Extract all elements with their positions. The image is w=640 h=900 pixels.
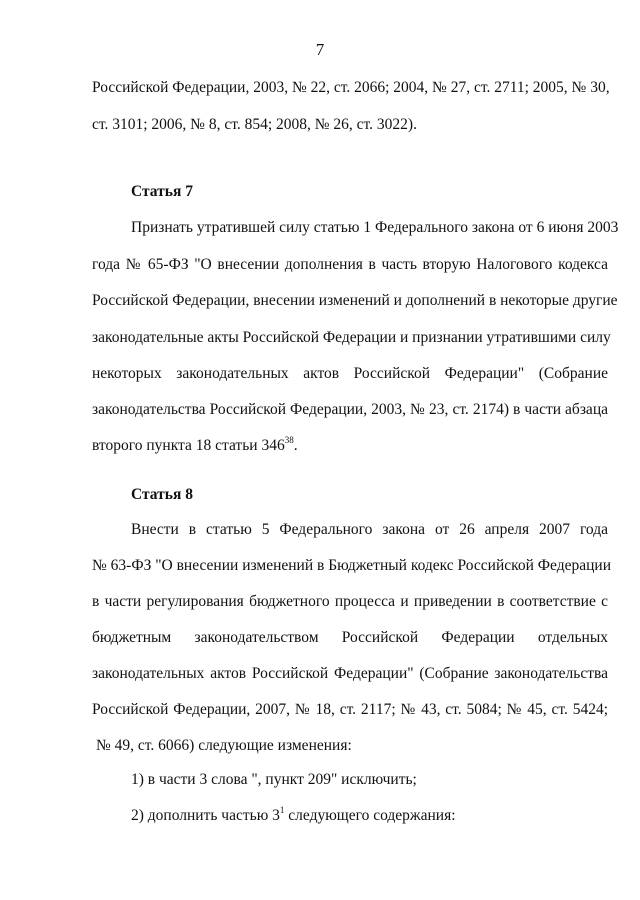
list-item [131, 806, 608, 826]
text-line: ст. 3101; 2006, № 8, ст. 854; 2008, № 26, ст. 3022). [92, 116, 417, 133]
page-number: 7 [315, 40, 325, 59]
text-fragment: второго пункта 18 статьи 346 [92, 437, 285, 454]
superscript: 1 [279, 804, 285, 815]
text-line: № 63-ФЗ "О внесении изменений в Бюджетный кодекс Российской Федерации [92, 557, 612, 574]
article-8-heading: Статья 8 [131, 486, 193, 503]
superscript: 38 [284, 434, 294, 445]
text-line: законодательные акты Российской Федерации и признании утратившими силу [92, 329, 611, 346]
text-fragment: . [293, 437, 298, 454]
text-line: некоторых законодательных актов Российской Федерации" (Собрание [92, 365, 608, 382]
text-line: законодательных актов Российской Федерации" (Собрание законодательства [92, 665, 608, 682]
text-line: бюджетным законодательством Российской Федерации отдельных [92, 629, 608, 646]
text-line: года № 65-ФЗ "О внесении дополнения в часть вторую Налогового кодекса [92, 256, 608, 273]
text-line: Российской Федерации, 2007, № 18, ст. 2117; № 43, ст. 5084; № 45, ст. 5424; [92, 701, 608, 718]
text-line: Внести в статью 5 Федерального закона от 26 апреля 2007 года [131, 521, 608, 538]
text-line: законодательства Российской Федерации, 2003, № 23, ст. 2174) в части абзаца [92, 401, 608, 418]
text-line: Российской Федерации, 2003, № 22, ст. 2066; 2004, № 27, ст. 2711; 2005, № 30, [92, 79, 610, 96]
text-line: Признать утратившей силу статью 1 Федерального закона от 6 июня 2003 [131, 219, 619, 236]
text-line: № 49, ст. 6066) следующие изменения: [96, 737, 352, 754]
text-line: Российской Федерации, внесении изменений и дополнений в некоторые другие [92, 292, 618, 309]
text-line [92, 436, 608, 456]
list-item: 1) в части 3 слова ", пункт 209" исключить; [131, 771, 417, 788]
text-line: в части регулирования бюджетного процесса и приведении в соответствие с [92, 593, 608, 610]
text-fragment: следующего содержания: [284, 807, 456, 824]
text-fragment: 2) дополнить частью 3 [131, 807, 280, 824]
article-7-heading: Статья 7 [131, 183, 193, 200]
